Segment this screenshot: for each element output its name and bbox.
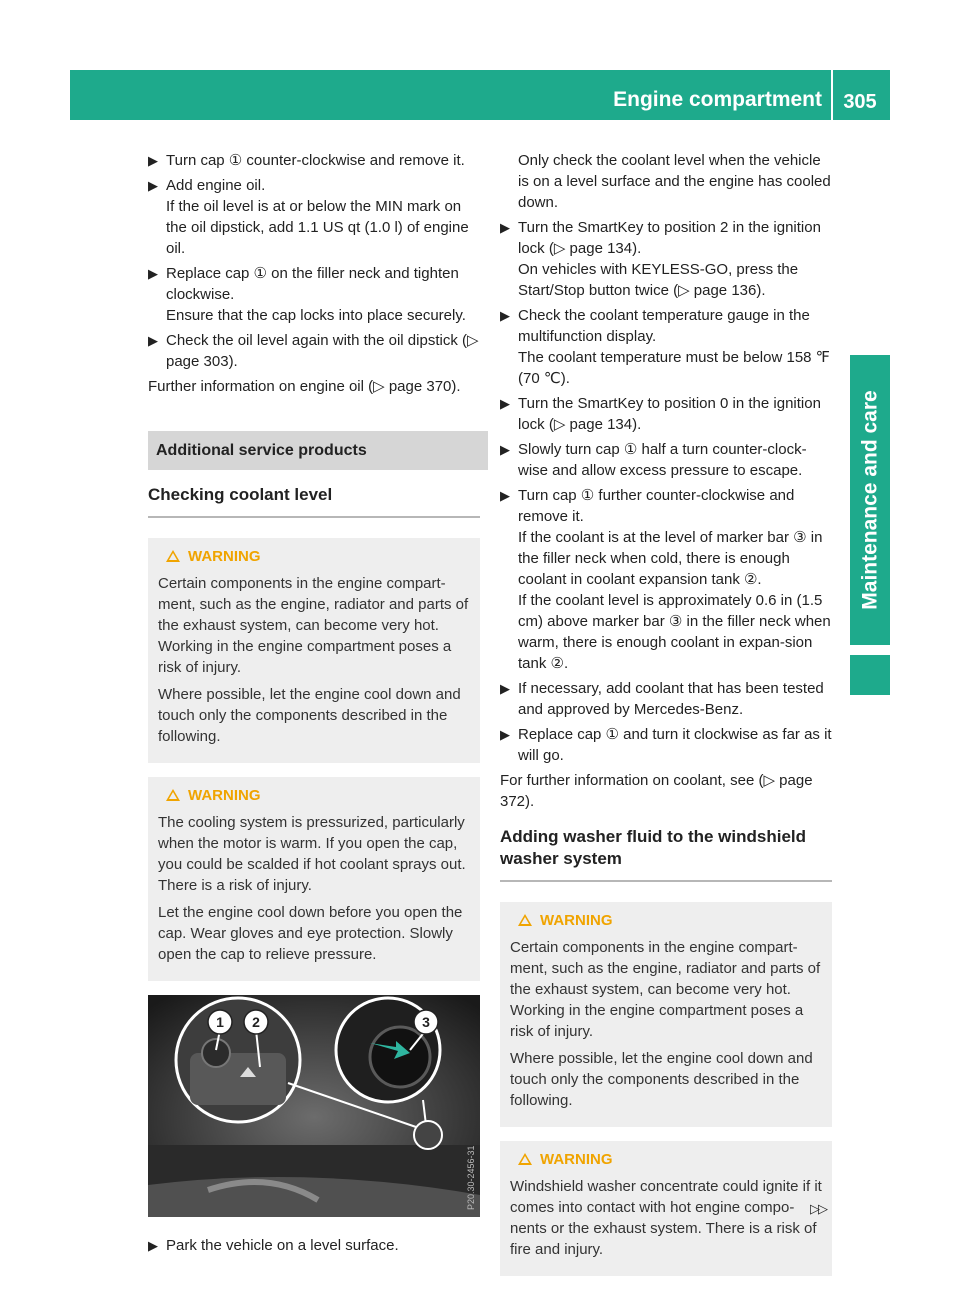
step-item: ▶ Turn cap ① counter-clockwise and remove it. bbox=[148, 152, 465, 169]
left-column bbox=[148, 150, 480, 1260]
header-separator bbox=[831, 70, 833, 120]
step-arrow-icon: ▶ bbox=[148, 266, 158, 281]
warning-box: WARNING Windshield washer concentrate could ignite if it comes into contact with hot engine compo-nents or the exhaust system. There is a risk of fire and injury. bbox=[500, 1141, 832, 1276]
page-title: Engine compartment bbox=[613, 88, 822, 111]
further-info: Further information on engine oil (▷ page 370). bbox=[148, 378, 461, 395]
step-arrow-icon: ▶ bbox=[500, 727, 510, 742]
step-item: ▶ Add engine oil. If the oil level is at or below the MIN mark on the oil dipstick, add 1.1 US qt (1.0 l) of engine oil. bbox=[148, 177, 469, 257]
further-info: For further information on coolant, see (▷ page 372). bbox=[500, 772, 813, 810]
step-item: ▶ Check the coolant temperature gauge in the multifunction display. The coolant temperature must be below 158 ℉ (70 ℃). bbox=[500, 307, 830, 387]
callout-3-label: 3 bbox=[422, 1014, 430, 1030]
warning-icon bbox=[518, 1153, 532, 1165]
chapter-label: Maintenance and care bbox=[858, 390, 882, 610]
continue-arrows-icon: ▷▷ bbox=[810, 1201, 826, 1216]
step-item: ▶ Check the oil level again with the oil dipstick (▷ page 303). bbox=[148, 332, 479, 370]
step-arrow-icon: ▶ bbox=[500, 442, 510, 457]
step-arrow-icon: ▶ bbox=[148, 333, 158, 348]
section-heading: Additional service products bbox=[148, 431, 488, 470]
subheading: Checking coolant level bbox=[148, 470, 480, 518]
step-item: ▶ Slowly turn cap ① half a turn counter-clock-wise and allow excess pressure to escape. bbox=[500, 441, 807, 479]
callout-1-label: 1 bbox=[216, 1014, 224, 1030]
step-item: ▶ If necessary, add coolant that has been tested and approved by Mercedes-Benz. bbox=[500, 680, 824, 718]
step-item: ▶ Turn cap ① further counter-clockwise and remove it. If the coolant is at the level of marker bar ③ in the filler neck when cold, there is enough coolant in coolant expansion tank ②. If the coolant level is approximately 0.6 in (1.5 cm) above marker bar ③ in the filler neck when warm, there is enough coolant in expan-sion tank ②. bbox=[500, 487, 831, 672]
engine-illustration bbox=[148, 995, 480, 1217]
step-arrow-icon: ▶ bbox=[500, 308, 510, 323]
step-arrow-icon: ▶ bbox=[148, 178, 158, 193]
step-item: ▶ Turn the SmartKey to position 0 in the ignition lock (▷ page 134). bbox=[500, 395, 821, 433]
warning-icon bbox=[518, 914, 532, 926]
step-arrow-icon: ▶ bbox=[500, 220, 510, 235]
step-item: ▶ Turn the SmartKey to position 2 in the ignition lock (▷ page 134). On vehicles with KEYLESS-GO, press the Start/Stop button twice (▷ page 136). bbox=[500, 219, 821, 299]
step-arrow-icon: ▶ bbox=[148, 153, 158, 168]
intro-text: Only check the coolant level when the vehicle is on a level surface and the engine has cooled down. bbox=[518, 152, 831, 211]
step-item: ▶ Replace cap ① and turn it clockwise as far as it will go. bbox=[500, 726, 832, 764]
warning-icon bbox=[166, 789, 180, 801]
step-arrow-icon: ▶ bbox=[500, 488, 510, 503]
right-column bbox=[500, 150, 832, 1290]
subheading: Adding washer fluid to the windshield washer system bbox=[500, 816, 832, 882]
warning-icon bbox=[166, 550, 180, 562]
figure-code: P20.30-2456-31 bbox=[466, 1145, 476, 1210]
callout-2-label: 2 bbox=[252, 1014, 260, 1030]
step-item: ▶ Replace cap ① on the filler neck and tighten clockwise. Ensure that the cap locks into place securely. bbox=[148, 265, 466, 324]
step-arrow-icon: ▶ bbox=[500, 396, 510, 411]
step-arrow-icon: ▶ bbox=[500, 681, 510, 696]
engine-photo bbox=[148, 995, 480, 1217]
chapter-marker bbox=[850, 655, 890, 695]
warning-box: WARNING The cooling system is pressurized, particularly when the motor is warm. If you open the cap, you could be scalded if hot coolant sprays out. There is a risk of injury. Let the engine cool down before you open the cap. Wear gloves and eye protection. Slowly open the cap to relieve pressure. bbox=[148, 777, 480, 981]
step-arrow-icon: ▶ bbox=[148, 1238, 158, 1253]
step-item: ▶ Park the vehicle on a level surface. bbox=[148, 1237, 399, 1254]
warning-box: WARNING Certain components in the engine compart-ment, such as the engine, radiator and parts of the exhaust system, can become very hot. Working in the engine compartment poses a risk of injury. Where possible, let the engine cool down and touch only the components described in the following. bbox=[148, 538, 480, 763]
page-number: 305 bbox=[843, 91, 877, 113]
warning-box: WARNING Certain components in the engine compart-ment, such as the engine, radiator and parts of the exhaust system, can become very hot. Working in the engine compartment poses a risk of injury. Where possible, let the engine cool down and touch only the components described in the following. bbox=[500, 902, 832, 1127]
